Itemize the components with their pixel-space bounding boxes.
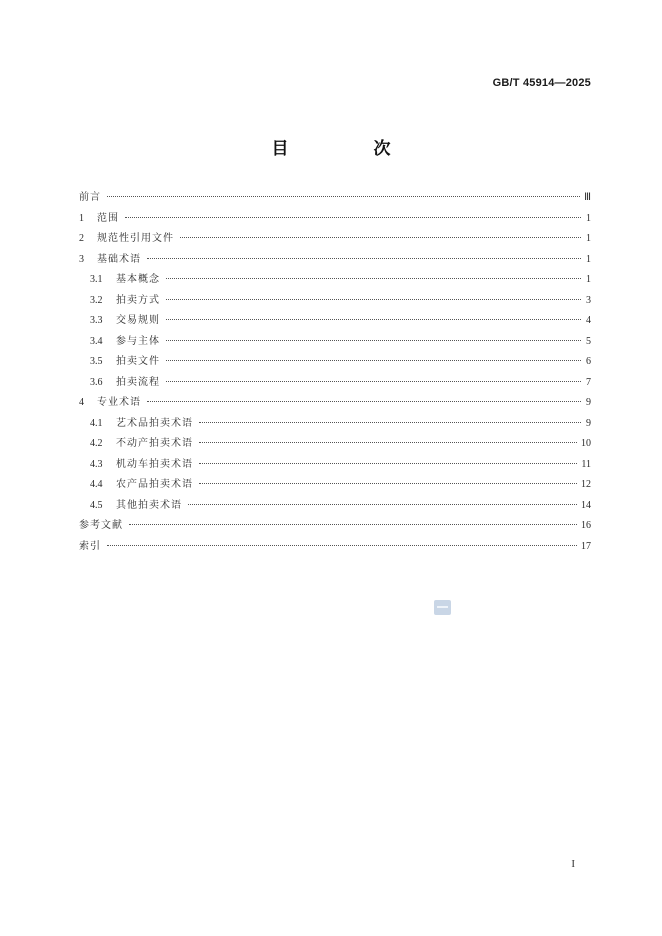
toc-entry-number: 4.2 <box>90 438 103 449</box>
toc-leader-dots <box>188 504 577 505</box>
toc-entry-page: 17 <box>581 540 591 552</box>
toc-entry-page: 1 <box>586 212 591 224</box>
toc-leader-dots <box>199 463 577 464</box>
toc-entry-page: 9 <box>586 397 591 408</box>
toc-entry-label: 艺术品拍卖术语 <box>116 417 193 429</box>
toc-entry-label: 基本概念 <box>116 274 160 285</box>
toc-leader-dots <box>166 278 581 279</box>
toc-entry-bibliography[interactable] <box>79 516 591 537</box>
toc-entry-4-2[interactable] <box>79 434 591 455</box>
toc-leader-dots <box>107 545 577 546</box>
toc-entry-number: 4.4 <box>90 479 103 490</box>
toc-entry-number: 4 <box>79 397 84 408</box>
toc-entry-label: 拍卖文件 <box>116 356 160 367</box>
toc-entry-foreword[interactable] <box>79 188 591 209</box>
toc-leader-dots <box>199 442 577 443</box>
toc-entry-number: 4.5 <box>90 499 103 511</box>
toc-entry-label: 前言 <box>79 192 101 203</box>
toc-entry-label: 规范性引用文件 <box>97 233 174 244</box>
toc-entry-page: 10 <box>581 438 591 449</box>
toc-entry-3-2[interactable] <box>79 291 591 312</box>
toc-entry-number: 4.1 <box>90 417 103 429</box>
toc-entry-page: 7 <box>586 376 591 388</box>
toc-entry-number: 3.3 <box>90 315 103 326</box>
toc-entry-label: 参考文献 <box>79 520 123 531</box>
toc-entry-page: 9 <box>586 417 591 429</box>
toc-entry-label: 交易规则 <box>116 315 160 326</box>
toc-leader-dots <box>166 360 581 361</box>
toc-leader-dots <box>166 381 581 382</box>
toc-entry-2[interactable] <box>79 229 591 250</box>
toc-entry-page: 12 <box>581 479 591 490</box>
toc-leader-dots <box>107 196 580 197</box>
toc-entry-4-3[interactable] <box>79 455 591 476</box>
toc-entry-label: 机动车拍卖术语 <box>116 458 193 470</box>
toc-entry-label: 基础术语 <box>97 253 141 265</box>
toc-entry-number: 3.4 <box>90 335 103 347</box>
toc-entry-3-5[interactable] <box>79 352 591 373</box>
page-number: I <box>571 858 575 870</box>
toc-entry-index[interactable] <box>79 537 591 558</box>
toc-entry-page: 3 <box>586 294 591 306</box>
toc-leader-dots <box>180 237 581 238</box>
toc-entry-label: 范围 <box>97 212 119 224</box>
toc-entry-page: 4 <box>586 315 591 326</box>
toc-entry-number: 2 <box>79 233 84 244</box>
toc-entry-label: 不动产拍卖术语 <box>116 438 193 449</box>
toc-entry-page: 14 <box>581 499 591 511</box>
toc-entry-page: 6 <box>586 356 591 367</box>
toc-entry-page: 16 <box>581 520 591 531</box>
toc-entry-label: 参与主体 <box>116 335 160 347</box>
toc-entry-1[interactable] <box>79 209 591 230</box>
toc-entry-label: 专业术语 <box>97 397 141 408</box>
toc-entry-number: 1 <box>79 212 84 224</box>
toc-entry-label: 拍卖流程 <box>116 376 160 388</box>
table-of-contents <box>79 188 591 557</box>
toc-entry-number: 3.1 <box>90 274 103 285</box>
toc-leader-dots <box>166 340 581 341</box>
toc-leader-dots <box>125 217 581 218</box>
toc-entry-page: 1 <box>586 274 591 285</box>
toc-entry-page: Ⅲ <box>584 192 591 203</box>
toc-entry-number: 3 <box>79 253 84 265</box>
toc-leader-dots <box>199 483 577 484</box>
toc-entry-label: 其他拍卖术语 <box>116 499 182 511</box>
toc-entry-3[interactable] <box>79 250 591 271</box>
toc-entry-page: 1 <box>586 253 591 265</box>
toc-entry-label: 农产品拍卖术语 <box>116 479 193 490</box>
toc-entry-4-1[interactable] <box>79 414 591 435</box>
toc-leader-dots <box>147 401 581 402</box>
toc-leader-dots <box>147 258 581 259</box>
toc-entry-4-5[interactable] <box>79 496 591 517</box>
toc-leader-dots <box>199 422 581 423</box>
toc-entry-3-3[interactable] <box>79 311 591 332</box>
toc-entry-number: 3.6 <box>90 376 103 388</box>
toc-entry-3-4[interactable] <box>79 332 591 353</box>
toc-entry-label: 拍卖方式 <box>116 294 160 306</box>
toc-entry-3-1[interactable] <box>79 270 591 291</box>
toc-entry-4-4[interactable] <box>79 475 591 496</box>
standard-code: GB/T 45914—2025 <box>492 77 591 89</box>
toc-entry-page: 1 <box>586 233 591 244</box>
toc-entry-3-6[interactable] <box>79 373 591 394</box>
toc-entry-number: 3.2 <box>90 294 103 306</box>
toc-entry-4[interactable] <box>79 393 591 414</box>
page-title: 目 次 <box>271 139 425 159</box>
watermark-icon <box>434 600 451 615</box>
toc-entry-number: 4.3 <box>90 458 103 470</box>
toc-entry-page: 11 <box>581 458 591 470</box>
toc-entry-label: 索引 <box>79 540 101 552</box>
toc-entry-page: 5 <box>586 335 591 347</box>
toc-leader-dots <box>166 299 581 300</box>
toc-leader-dots <box>166 319 581 320</box>
toc-entry-number: 3.5 <box>90 356 103 367</box>
toc-leader-dots <box>129 524 577 525</box>
